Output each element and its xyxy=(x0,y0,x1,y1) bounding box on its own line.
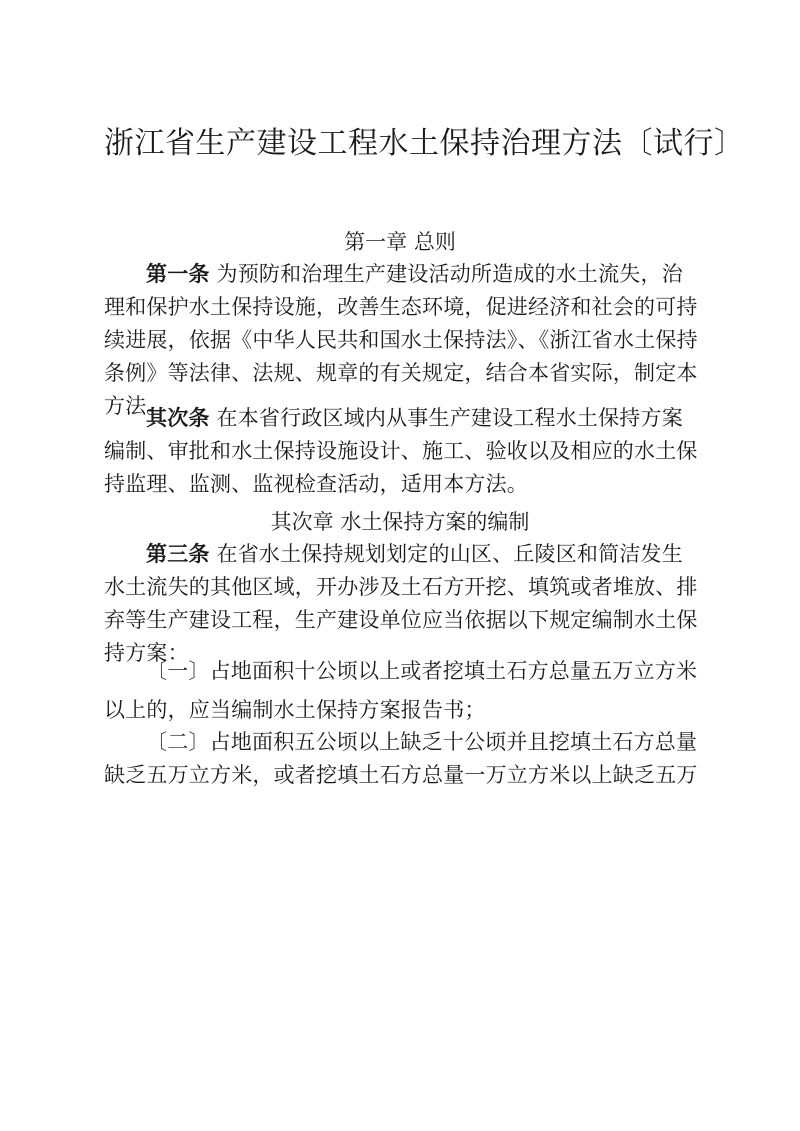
document-title: 浙江省生产建设工程水土保持治理方法〔试行〕 xyxy=(104,126,745,161)
article-3-text: 在省水土保持规划划定的山区、丘陵区和简洁发生 xyxy=(216,542,683,566)
chapter-2-heading: 其次章 水土保持方案的编制 xyxy=(270,510,530,534)
article-1-line-4: 条例》等法律、法规、规章的有关规定，结合本省实际，制定本 xyxy=(104,361,698,385)
article-2-line-3: 持监理、监测、监视检查活动，适用本方法。 xyxy=(104,472,528,496)
article-3-label: 第三条 xyxy=(146,541,210,566)
article-1-label: 第一条 xyxy=(146,261,210,286)
article-2-line-2: 编制、审批和水土保持设施设计、施工、验收以及相应的水土保 xyxy=(104,439,698,463)
article-1-line-3: 续进展，依据《中华人民共和国水土保持法》、《浙江省水土保持 xyxy=(104,328,698,352)
item-1-line-1: 〔一〕占地面积十公顷以上或者挖填土石方总量五万立方米 xyxy=(146,659,698,683)
article-2-text: 在本省行政区域内从事生产建设工程水土保持方案 xyxy=(216,406,683,430)
article-1-line-5: 方法。 xyxy=(104,394,168,418)
article-3-line-4: 持方案： xyxy=(104,641,189,665)
item-2-line-2: 缺乏五万立方米，或者挖填土石方总量一万立方米以上缺乏五万 xyxy=(104,763,698,787)
article-1-line-2: 理和保护水土保持设施，改善生态环境，促进经济和社会的可持 xyxy=(104,295,698,319)
article-2-first-line xyxy=(146,403,683,433)
article-3-first-line xyxy=(146,539,683,569)
article-3-line-2: 水土流失的其他区域，开办涉及土石方开挖、填筑或者堆放、排 xyxy=(104,575,698,599)
item-1-line-2: 以上的，应当编制水土保持方案报告书； xyxy=(104,698,486,722)
article-1-first-line xyxy=(146,259,683,289)
item-2-line-1: 〔二〕占地面积五公顷以上缺乏十公顷并且挖填土石方总量 xyxy=(146,730,698,754)
article-3-line-3: 弃等生产建设工程，生产建设单位应当依据以下规定编制水土保 xyxy=(104,608,698,632)
chapter-1-heading: 第一章 总则 xyxy=(344,230,456,254)
article-2-label: 其次条 xyxy=(146,405,210,430)
article-1-text: 为预防和治理生产建设活动所造成的水土流失，治 xyxy=(216,262,683,286)
